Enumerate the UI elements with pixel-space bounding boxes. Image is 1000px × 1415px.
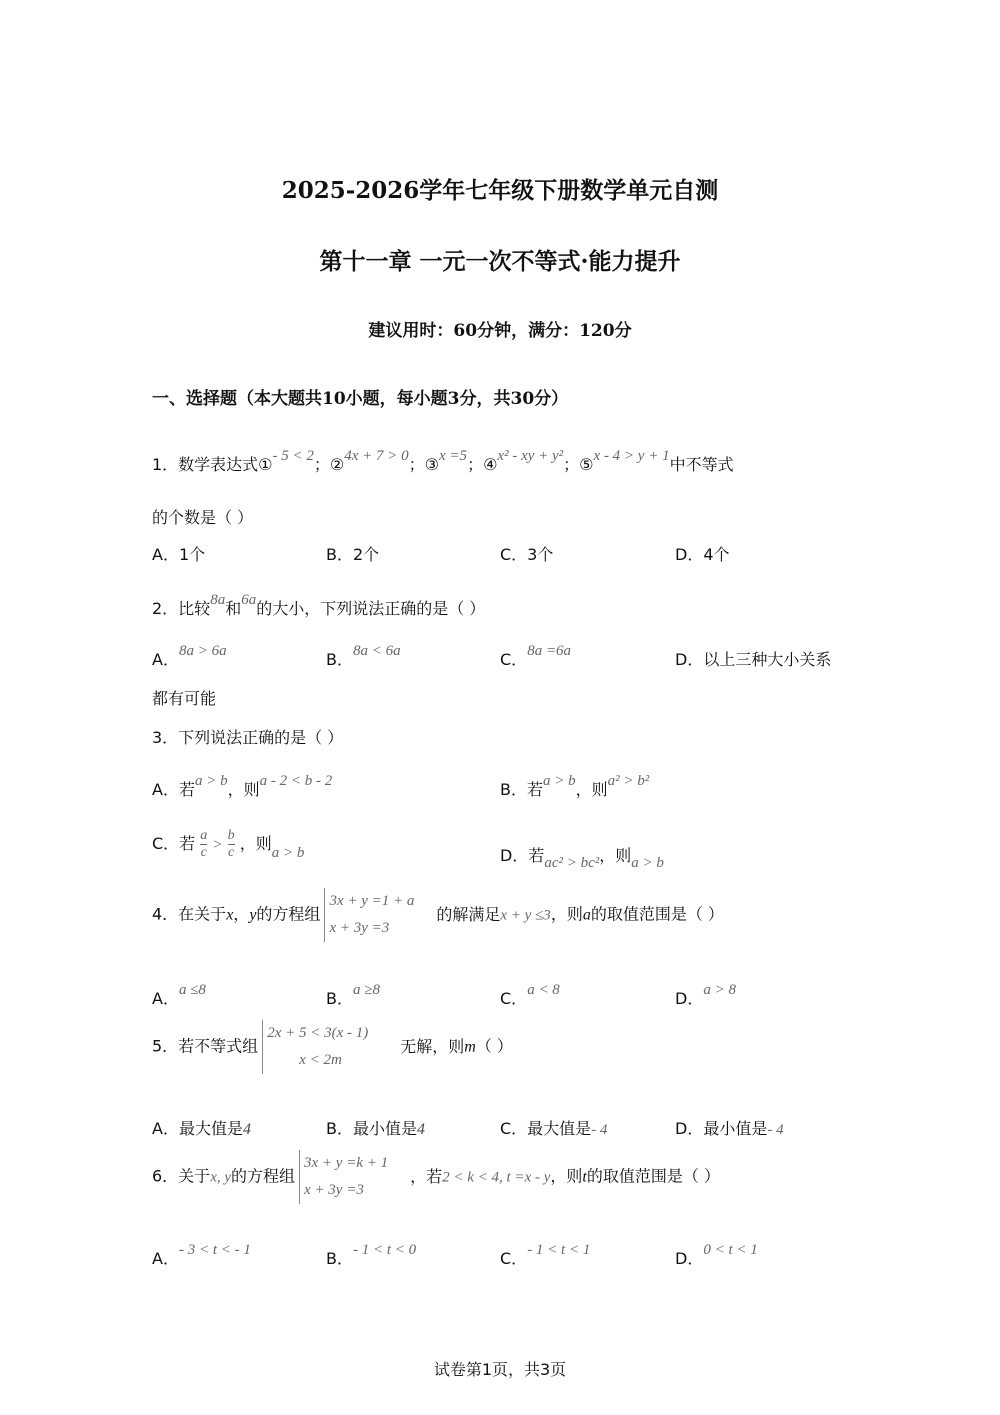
q4-option-b: B．a ≥8: [326, 982, 380, 1008]
q2-option-c: C．8a =6a: [500, 643, 572, 669]
question-3-stem: 3．下列说法正确的是（ ）: [152, 728, 344, 747]
equation-system: 3x + y =1 + a x + 3y =3: [324, 888, 414, 942]
q3-option-a: A．若a > b，则a - 2 < b - 2: [152, 773, 333, 799]
equation-system: 3x + y =k + 1 x + 3y =3: [299, 1150, 388, 1204]
q5-option-c: C．最大值是- 4: [500, 1119, 608, 1138]
q1-option-d: D．4个: [675, 545, 730, 564]
question-1-stem: 1．数学表达式①- 5 < 2；②4x + 7 > 0；③x =5；④x² - xy + y²；⑤x - 4 > y + 1中不等式: [152, 448, 734, 474]
q3-option-b: B．若a > b，则a² > b²: [500, 773, 650, 799]
time-info: 建议用时：60分钟，满分：120分: [368, 321, 632, 341]
question-4-stem: 4．在关于x，y的方程组 3x + y =1 + a x + 3y =3 的解满足x + y ≤3，则a的取值范围是（ ）: [152, 888, 724, 942]
q1-option-c: C．3个: [500, 545, 554, 564]
q5-option-d: D．最小值是- 4: [675, 1119, 784, 1138]
q5-option-a: A．最大值是4: [152, 1119, 251, 1138]
q1-option-a: A．1个: [152, 545, 206, 564]
question-5-stem: 5．若不等式组 2x + 5 < 3(x - 1) x < 2m 无解，则m（ ）: [152, 1020, 513, 1074]
q6-option-b: B．- 1 < t < 0: [326, 1242, 417, 1268]
q1-option-b: B．2个: [326, 545, 380, 564]
q4-option-d: D．a > 8: [675, 982, 736, 1008]
q2-option-b: B．8a < 6a: [326, 643, 401, 669]
question-1-stem-cont: 的个数是（ ）: [152, 508, 254, 527]
title-line-2: 第十一章 一元一次不等式·能力提升: [319, 248, 681, 275]
q6-option-d: D．0 < t < 1: [675, 1242, 758, 1268]
q4-option-c: C．a < 8: [500, 982, 560, 1008]
title-line-1: 2025-2026学年七年级下册数学单元自测: [281, 177, 719, 204]
q3-option-c: C．若 $\frac{a}{c}$ > $\frac{b}{c}$ ，则a > b: [152, 828, 305, 861]
q5-option-b: B．最小值是4: [326, 1119, 425, 1138]
q4-option-a: A．a ≤8: [152, 982, 206, 1008]
q3-option-d: D．若ac² > bc²，则a > b: [500, 846, 664, 871]
q2-option-d-cont: 都有可能: [152, 689, 217, 708]
page-footer: 试卷第1页，共3页: [433, 1360, 567, 1379]
q6-option-a: A．- 3 < t < - 1: [152, 1242, 251, 1268]
fraction-b-over-c: $\frac{b}{c}$: [227, 828, 235, 860]
question-6-stem: 6．关于x, y的方程组 3x + y =k + 1 x + 3y =3 ，若2 < k < 4, t =x - y，则t的取值范围是（ ）: [152, 1150, 720, 1204]
q6-option-c: C．- 1 < t < 1: [500, 1242, 591, 1268]
inequality-system: 2x + 5 < 3(x - 1) x < 2m: [262, 1020, 368, 1074]
fraction-a-over-c: $\frac{a}{c}$: [200, 828, 208, 860]
q2-option-d: D．以上三种大小关系: [675, 650, 832, 669]
question-2-stem: 2．比较8a和6a的大小，下列说法正确的是（ ）: [152, 592, 486, 618]
section-heading: 一、选择题（本大题共10小题，每小题3分，共30分）: [152, 389, 569, 409]
q2-option-a: A．8a > 6a: [152, 643, 227, 669]
